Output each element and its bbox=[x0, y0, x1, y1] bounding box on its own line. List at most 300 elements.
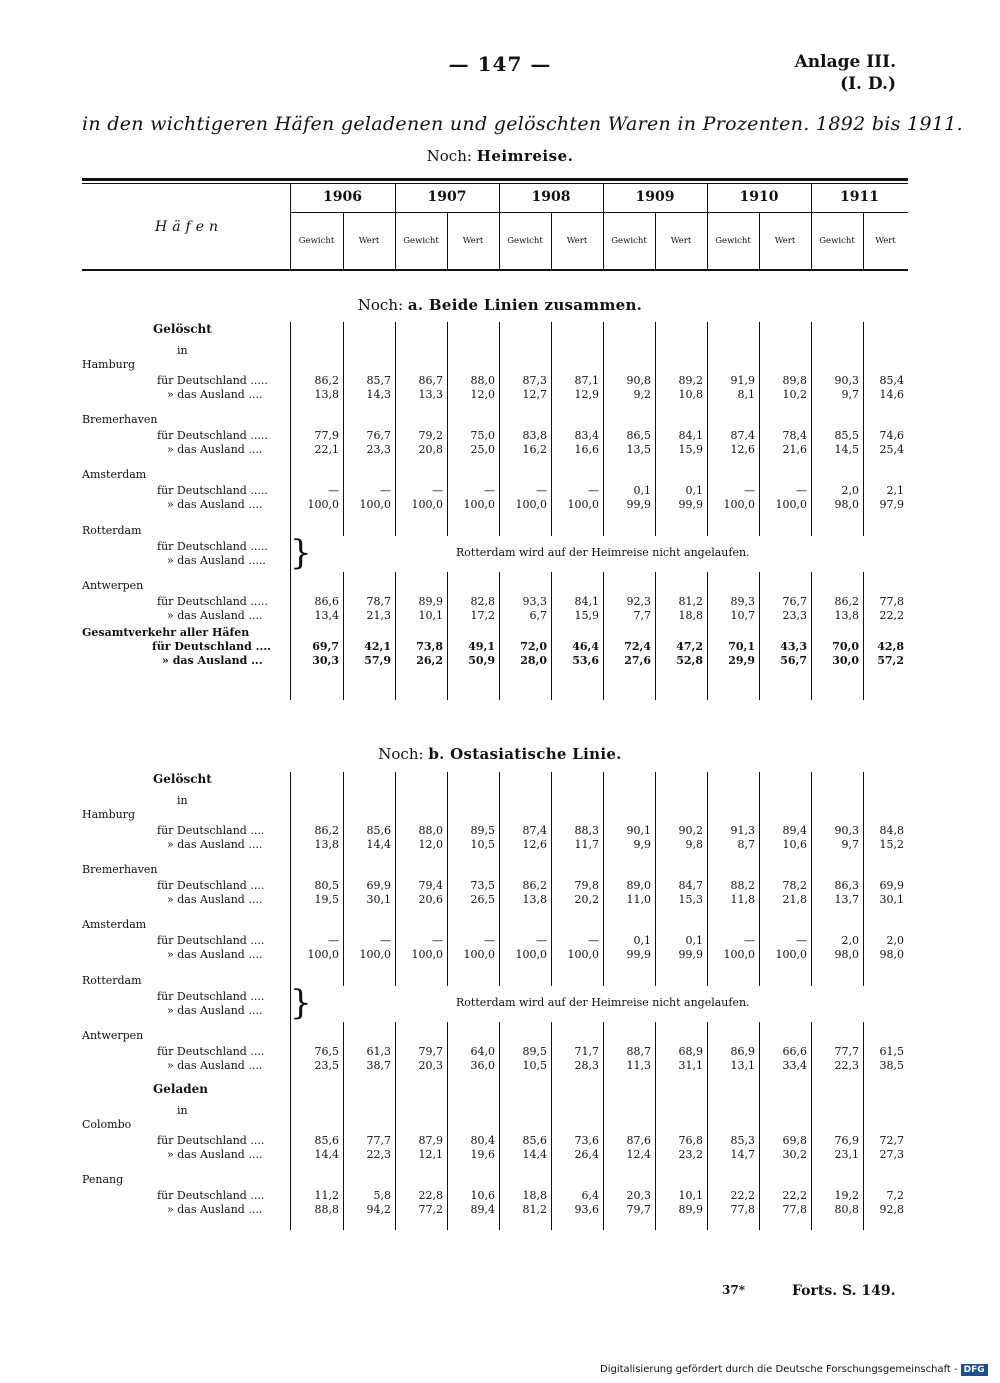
cell-ausland: 19,6 bbox=[470, 1148, 495, 1161]
value-subheader: Wert bbox=[462, 236, 484, 246]
cell-ausland: 20,3 bbox=[418, 1059, 443, 1072]
cell-deutschland: 0,1 bbox=[685, 934, 703, 947]
cell-ausland: 11,0 bbox=[626, 893, 651, 906]
cell-deutschland: 84,1 bbox=[574, 595, 599, 608]
cell-ausland: 13,8 bbox=[314, 838, 339, 851]
label-deutschland: für Deutschland ..... bbox=[157, 484, 268, 497]
cell-ausland: 23,2 bbox=[678, 1148, 703, 1161]
label-ausland: » das Ausland .... bbox=[167, 1059, 263, 1072]
cell-deutschland: 47,2 bbox=[676, 640, 703, 653]
label-ausland: » das Ausland .... bbox=[167, 948, 263, 961]
cell-deutschland: 88,2 bbox=[730, 879, 755, 892]
cell-deutschland: 90,2 bbox=[678, 824, 703, 837]
cell-deutschland: 75,0 bbox=[470, 429, 495, 442]
cell-deutschland: 90,8 bbox=[626, 374, 651, 387]
cell-deutschland: 86,2 bbox=[314, 824, 339, 837]
year-divider bbox=[499, 184, 500, 270]
cell-deutschland: 79,8 bbox=[574, 879, 599, 892]
cell-deutschland: 5,8 bbox=[373, 1189, 391, 1202]
port-name: Antwerpen bbox=[82, 1029, 144, 1042]
digitization-credit bbox=[600, 1364, 988, 1376]
weight-subheader: Gewicht bbox=[403, 236, 439, 246]
cell-ausland: 100,0 bbox=[463, 948, 495, 961]
cell-deutschland: 42,1 bbox=[364, 640, 391, 653]
cell-ausland: 9,2 bbox=[633, 388, 651, 401]
cell-ausland: 13,3 bbox=[418, 388, 443, 401]
cell-deutschland: 49,1 bbox=[468, 640, 495, 653]
cell-deutschland: 6,4 bbox=[581, 1189, 599, 1202]
cell-ausland: 98,0 bbox=[834, 948, 859, 961]
cell-deutschland: 42,8 bbox=[877, 640, 904, 653]
cell-ausland: 30,2 bbox=[782, 1148, 807, 1161]
page-number: — 147 — bbox=[448, 52, 552, 76]
cell-deutschland: 2,0 bbox=[841, 934, 859, 947]
cell-deutschland: 84,8 bbox=[879, 824, 904, 837]
port-name: Amsterdam bbox=[82, 468, 147, 481]
cell-ausland: 88,8 bbox=[314, 1203, 339, 1216]
cell-ausland: 11,7 bbox=[574, 838, 599, 851]
sub-divider bbox=[759, 212, 760, 270]
label-ausland: » das Ausland .... bbox=[167, 609, 263, 622]
cell-deutschland: 86,9 bbox=[730, 1045, 755, 1058]
cell-deutschland: 10,6 bbox=[470, 1189, 495, 1202]
cell-ausland: 25,0 bbox=[470, 443, 495, 456]
cell-ausland: 100,0 bbox=[359, 498, 391, 511]
section-b-title: b. Ostasiatische Linie. bbox=[428, 745, 622, 763]
cell-deutschland: 77,8 bbox=[879, 595, 904, 608]
cell-ausland: 12,0 bbox=[418, 838, 443, 851]
year-header: 1911 bbox=[840, 189, 879, 205]
cell-ausland: 19,5 bbox=[314, 893, 339, 906]
cell-ausland: 8,7 bbox=[737, 838, 755, 851]
cell-deutschland: 91,3 bbox=[730, 824, 755, 837]
cell-ausland: 100,0 bbox=[567, 948, 599, 961]
port-name: Gesamtverkehr aller Häfen bbox=[82, 626, 250, 639]
cell-deutschland: 90,1 bbox=[626, 824, 651, 837]
year-header: 1907 bbox=[427, 189, 467, 205]
cell-deutschland: 74,6 bbox=[879, 429, 904, 442]
port-name: Penang bbox=[82, 1173, 124, 1186]
cell-deutschland: — bbox=[328, 934, 339, 947]
cell-ausland: 100,0 bbox=[515, 948, 547, 961]
cell-ausland: 10,5 bbox=[470, 838, 495, 851]
cell-deutschland: 2,0 bbox=[886, 934, 904, 947]
cell-ausland: 12,9 bbox=[574, 388, 599, 401]
cell-ausland: 26,2 bbox=[416, 654, 443, 667]
cell-ausland: 100,0 bbox=[515, 498, 547, 511]
cell-ausland: 18,8 bbox=[678, 609, 703, 622]
label-deutschland: für Deutschland .... bbox=[157, 1189, 265, 1202]
cell-deutschland: 89,2 bbox=[678, 374, 703, 387]
cell-deutschland: — bbox=[796, 484, 807, 497]
cell-ausland: 100,0 bbox=[723, 498, 755, 511]
cell-deutschland: 76,7 bbox=[366, 429, 391, 442]
label-ausland: » das Ausland .... bbox=[167, 1148, 263, 1161]
cell-deutschland: — bbox=[796, 934, 807, 947]
cell-ausland: 20,8 bbox=[418, 443, 443, 456]
port-name: Hamburg bbox=[82, 358, 136, 371]
cell-deutschland: 84,1 bbox=[678, 429, 703, 442]
cell-deutschland: 61,5 bbox=[879, 1045, 904, 1058]
cell-deutschland: 61,3 bbox=[366, 1045, 391, 1058]
cell-ausland: 23,3 bbox=[782, 609, 807, 622]
cell-deutschland: — bbox=[484, 484, 495, 497]
cell-ausland: 20,6 bbox=[418, 893, 443, 906]
cell-ausland: 79,7 bbox=[626, 1203, 651, 1216]
cell-deutschland: 81,2 bbox=[678, 595, 703, 608]
cell-deutschland: 0,1 bbox=[633, 934, 651, 947]
cell-deutschland: 73,8 bbox=[416, 640, 443, 653]
cell-ausland: 81,2 bbox=[522, 1203, 547, 1216]
cell-deutschland: 85,4 bbox=[879, 374, 904, 387]
cell-ausland: 23,1 bbox=[834, 1148, 859, 1161]
port-name: Rotterdam bbox=[82, 524, 142, 537]
cell-deutschland: 90,3 bbox=[834, 374, 859, 387]
cell-ausland: 28,3 bbox=[574, 1059, 599, 1072]
label-deutschland: für Deutschland .... bbox=[157, 934, 265, 947]
sub-divider bbox=[343, 212, 344, 270]
cell-deutschland: — bbox=[588, 484, 599, 497]
cell-ausland: 9,8 bbox=[685, 838, 703, 851]
cell-ausland: 13,4 bbox=[314, 609, 339, 622]
value-subheader: Wert bbox=[774, 236, 796, 246]
cell-ausland: 17,2 bbox=[470, 609, 495, 622]
cell-deutschland: 18,8 bbox=[522, 1189, 547, 1202]
cell-ausland: 89,4 bbox=[470, 1203, 495, 1216]
cell-deutschland: 89,3 bbox=[730, 595, 755, 608]
cell-ausland: 99,9 bbox=[626, 498, 651, 511]
label-ausland: » das Ausland ... bbox=[162, 654, 263, 667]
label-ausland: » das Ausland .... bbox=[167, 388, 263, 401]
cell-deutschland: — bbox=[744, 934, 755, 947]
cell-ausland: 30,0 bbox=[832, 654, 859, 667]
cell-deutschland: 68,9 bbox=[678, 1045, 703, 1058]
cell-deutschland: 69,9 bbox=[879, 879, 904, 892]
cell-deutschland: 89,0 bbox=[626, 879, 651, 892]
cell-ausland: 98,0 bbox=[879, 948, 904, 961]
cell-ausland: 22,3 bbox=[834, 1059, 859, 1072]
section-a-group-in: in bbox=[177, 344, 188, 357]
label-ausland: » das Ausland .... bbox=[167, 498, 263, 511]
cell-ausland: 89,9 bbox=[678, 1203, 703, 1216]
printer-signature: 37* bbox=[722, 1283, 745, 1297]
cell-ausland: 93,6 bbox=[574, 1203, 599, 1216]
cell-ausland: 14,4 bbox=[522, 1148, 547, 1161]
cell-deutschland: 72,0 bbox=[520, 640, 547, 653]
cell-ausland: 23,3 bbox=[366, 443, 391, 456]
cell-deutschland: 89,5 bbox=[470, 824, 495, 837]
year-header: 1908 bbox=[531, 189, 571, 205]
brace-icon: } bbox=[290, 533, 312, 573]
credit-text: Digitalisierung gefördert durch die Deutsche Forschungsgemeinschaft - bbox=[600, 1364, 958, 1375]
cell-ausland: 99,9 bbox=[678, 948, 703, 961]
cell-deutschland: 79,4 bbox=[418, 879, 443, 892]
cell-ausland: 8,1 bbox=[737, 388, 755, 401]
cell-deutschland: 89,9 bbox=[418, 595, 443, 608]
cell-deutschland: — bbox=[328, 484, 339, 497]
cell-ausland: 22,1 bbox=[314, 443, 339, 456]
cell-ausland: 13,8 bbox=[834, 609, 859, 622]
cell-ausland: 27,3 bbox=[879, 1148, 904, 1161]
cell-ausland: 10,1 bbox=[418, 609, 443, 622]
cell-ausland: 15,2 bbox=[879, 838, 904, 851]
cell-ausland: 12,7 bbox=[522, 388, 547, 401]
cell-deutschland: 2,1 bbox=[886, 484, 904, 497]
section-b-prefix: Noch: bbox=[378, 745, 424, 763]
subtitle-main: Heimreise. bbox=[476, 147, 574, 165]
cell-deutschland: 85,5 bbox=[834, 429, 859, 442]
cell-deutschland: — bbox=[536, 934, 547, 947]
appendix-sublabel: (I. D.) bbox=[840, 74, 896, 94]
cell-ausland: 6,7 bbox=[529, 609, 547, 622]
cell-ausland: 13,8 bbox=[522, 893, 547, 906]
cell-ausland: 12,0 bbox=[470, 388, 495, 401]
dfg-logo: DFG bbox=[961, 1364, 988, 1376]
cell-ausland: 100,0 bbox=[359, 948, 391, 961]
year-divider bbox=[811, 184, 812, 270]
cell-deutschland: 70,1 bbox=[728, 640, 755, 653]
cell-ausland: 56,7 bbox=[780, 654, 807, 667]
cell-deutschland: 64,0 bbox=[470, 1045, 495, 1058]
cell-ausland: 9,7 bbox=[841, 388, 859, 401]
cell-ausland: 57,2 bbox=[877, 654, 904, 667]
cell-ausland: 12,6 bbox=[730, 443, 755, 456]
cell-deutschland: 87,9 bbox=[418, 1134, 443, 1147]
cell-ausland: 11,8 bbox=[730, 893, 755, 906]
cell-ausland: 57,9 bbox=[364, 654, 391, 667]
cell-ausland: 31,1 bbox=[678, 1059, 703, 1072]
page-title: in den wichtigeren Häfen geladenen und gelöschten Waren in Prozenten. 1892 bis 1911. bbox=[82, 113, 963, 135]
cell-deutschland: 88,0 bbox=[418, 824, 443, 837]
cell-ausland: 14,6 bbox=[879, 388, 904, 401]
label-deutschland: für Deutschland .... bbox=[157, 824, 265, 837]
cell-ausland: 100,0 bbox=[723, 948, 755, 961]
cell-deutschland: 7,2 bbox=[886, 1189, 904, 1202]
rotterdam-note: Rotterdam wird auf der Heimreise nicht angelaufen. bbox=[456, 546, 750, 559]
cell-ausland: 26,5 bbox=[470, 893, 495, 906]
cell-deutschland: 89,4 bbox=[782, 824, 807, 837]
cell-ausland: 21,8 bbox=[782, 893, 807, 906]
value-subheader: Wert bbox=[358, 236, 380, 246]
port-name: Bremerhaven bbox=[82, 413, 158, 426]
cell-deutschland: — bbox=[588, 934, 599, 947]
weight-subheader: Gewicht bbox=[507, 236, 543, 246]
brace-icon: } bbox=[290, 983, 312, 1023]
cell-ausland: 11,3 bbox=[626, 1059, 651, 1072]
cell-ausland: 10,8 bbox=[678, 388, 703, 401]
cell-deutschland: 43,3 bbox=[780, 640, 807, 653]
cell-deutschland: 86,2 bbox=[314, 374, 339, 387]
cell-deutschland: 77,7 bbox=[834, 1045, 859, 1058]
cell-ausland: 13,1 bbox=[730, 1059, 755, 1072]
table-head-rule bbox=[82, 269, 908, 271]
cell-ausland: 94,2 bbox=[366, 1203, 391, 1216]
appendix-label: Anlage III. bbox=[794, 52, 896, 72]
cell-ausland: 12,1 bbox=[418, 1148, 443, 1161]
cell-ausland: 13,7 bbox=[834, 893, 859, 906]
port-name: Colombo bbox=[82, 1118, 132, 1131]
weight-subheader: Gewicht bbox=[298, 236, 335, 246]
cell-ausland: 30,3 bbox=[312, 654, 339, 667]
label-ausland: » das Ausland .... bbox=[167, 443, 263, 456]
cell-deutschland: 85,6 bbox=[522, 1134, 547, 1147]
cell-ausland: 7,7 bbox=[633, 609, 651, 622]
port-name: Amsterdam bbox=[82, 918, 147, 931]
cell-ausland: 21,6 bbox=[782, 443, 807, 456]
cell-deutschland: 79,7 bbox=[418, 1045, 443, 1058]
cell-deutschland: 89,5 bbox=[522, 1045, 547, 1058]
label-deutschland: für Deutschland .... bbox=[157, 1045, 265, 1058]
ports-header: Häfen bbox=[155, 219, 224, 235]
cell-deutschland: 76,8 bbox=[678, 1134, 703, 1147]
cell-ausland: 22,3 bbox=[366, 1148, 391, 1161]
cell-deutschland: 85,7 bbox=[366, 374, 391, 387]
cell-ausland: 100,0 bbox=[307, 948, 339, 961]
cell-deutschland: 72,7 bbox=[879, 1134, 904, 1147]
cell-ausland: 22,2 bbox=[879, 609, 904, 622]
year-divider bbox=[603, 184, 604, 270]
weight-subheader: Gewicht bbox=[819, 236, 855, 246]
cell-deutschland: 84,7 bbox=[678, 879, 703, 892]
cell-ausland: 77,2 bbox=[418, 1203, 443, 1216]
cell-deutschland: 86,2 bbox=[522, 879, 547, 892]
cell-ausland: 77,8 bbox=[782, 1203, 807, 1216]
cell-ausland: 9,9 bbox=[633, 838, 651, 851]
cell-ausland: 30,1 bbox=[879, 893, 904, 906]
cell-ausland: 25,4 bbox=[879, 443, 904, 456]
section-a-prefix: Noch: bbox=[357, 296, 404, 314]
port-name: Antwerpen bbox=[82, 579, 144, 592]
label-deutschland: für Deutschland .... bbox=[157, 879, 265, 892]
section-b-group1-in: in bbox=[177, 794, 188, 807]
cell-ausland: 99,9 bbox=[678, 498, 703, 511]
value-subheader: Wert bbox=[566, 236, 588, 246]
port-name: Bremerhaven bbox=[82, 863, 158, 876]
cell-ausland: 10,5 bbox=[522, 1059, 547, 1072]
cell-ausland: 14,5 bbox=[834, 443, 859, 456]
label-deutschland: für Deutschland ..... bbox=[157, 595, 268, 608]
cell-deutschland: — bbox=[380, 934, 391, 947]
cell-ausland: 98,0 bbox=[834, 498, 859, 511]
cell-deutschland: 91,9 bbox=[730, 374, 755, 387]
cell-deutschland: 82,8 bbox=[470, 595, 495, 608]
cell-ausland: 13,5 bbox=[626, 443, 651, 456]
cell-deutschland: 86,2 bbox=[834, 595, 859, 608]
cell-deutschland: 69,8 bbox=[782, 1134, 807, 1147]
cell-ausland: 100,0 bbox=[411, 948, 443, 961]
cell-ausland: 30,1 bbox=[366, 893, 391, 906]
cell-ausland: 28,0 bbox=[520, 654, 547, 667]
cell-ausland: 100,0 bbox=[463, 498, 495, 511]
cell-ausland: 10,6 bbox=[782, 838, 807, 851]
label-ausland: » das Ausland ..... bbox=[167, 554, 266, 567]
cell-ausland: 16,2 bbox=[522, 443, 547, 456]
cell-deutschland: 93,3 bbox=[522, 595, 547, 608]
cell-deutschland: 87,4 bbox=[730, 429, 755, 442]
cell-deutschland: 2,0 bbox=[841, 484, 859, 497]
cell-ausland: 10,2 bbox=[782, 388, 807, 401]
cell-ausland: 38,7 bbox=[366, 1059, 391, 1072]
weight-subheader: Gewicht bbox=[611, 236, 647, 246]
year-subheader-rule bbox=[290, 212, 908, 213]
cell-ausland: 21,3 bbox=[366, 609, 391, 622]
cell-ausland: 53,6 bbox=[572, 654, 599, 667]
cell-deutschland: — bbox=[432, 934, 443, 947]
cell-ausland: 14,4 bbox=[366, 838, 391, 851]
label-deutschland: für Deutschland .... bbox=[157, 1134, 265, 1147]
cell-deutschland: 80,5 bbox=[314, 879, 339, 892]
cell-deutschland: 85,3 bbox=[730, 1134, 755, 1147]
cell-deutschland: 85,6 bbox=[366, 824, 391, 837]
cell-deutschland: 85,6 bbox=[314, 1134, 339, 1147]
cell-deutschland: 79,2 bbox=[418, 429, 443, 442]
cell-ausland: 80,8 bbox=[834, 1203, 859, 1216]
cell-ausland: 100,0 bbox=[307, 498, 339, 511]
cell-deutschland: 71,7 bbox=[574, 1045, 599, 1058]
cell-deutschland: 22,2 bbox=[730, 1189, 755, 1202]
cell-deutschland: 0,1 bbox=[633, 484, 651, 497]
cell-ausland: 92,8 bbox=[879, 1203, 904, 1216]
year-header: 1909 bbox=[635, 189, 675, 205]
year-divider bbox=[395, 184, 396, 270]
cell-deutschland: 86,6 bbox=[314, 595, 339, 608]
cell-deutschland: 73,5 bbox=[470, 879, 495, 892]
cell-ausland: 14,7 bbox=[730, 1148, 755, 1161]
section-b-heading bbox=[0, 745, 1000, 763]
cell-ausland: 15,3 bbox=[678, 893, 703, 906]
cell-deutschland: — bbox=[484, 934, 495, 947]
cell-deutschland: 87,6 bbox=[626, 1134, 651, 1147]
sub-divider bbox=[863, 212, 864, 270]
cell-deutschland: 20,3 bbox=[626, 1189, 651, 1202]
cell-deutschland: 88,3 bbox=[574, 824, 599, 837]
label-deutschland: für Deutschland .... bbox=[152, 640, 272, 653]
cell-ausland: 99,9 bbox=[626, 948, 651, 961]
cell-ausland: 33,4 bbox=[782, 1059, 807, 1072]
cell-deutschland: 88,7 bbox=[626, 1045, 651, 1058]
cell-ausland: 100,0 bbox=[775, 498, 807, 511]
cell-deutschland: — bbox=[744, 484, 755, 497]
cell-deutschland: 76,5 bbox=[314, 1045, 339, 1058]
cell-deutschland: 87,1 bbox=[574, 374, 599, 387]
cell-deutschland: 76,7 bbox=[782, 595, 807, 608]
cell-deutschland: 66,6 bbox=[782, 1045, 807, 1058]
section-b-group1-label: Gelöscht bbox=[153, 772, 212, 786]
cell-ausland: 26,4 bbox=[574, 1148, 599, 1161]
cell-deutschland: 22,8 bbox=[418, 1189, 443, 1202]
weight-subheader: Gewicht bbox=[715, 236, 751, 246]
sub-divider bbox=[551, 212, 552, 270]
cell-deutschland: 92,3 bbox=[626, 595, 651, 608]
label-ausland: » das Ausland .... bbox=[167, 838, 263, 851]
cell-deutschland: 19,2 bbox=[834, 1189, 859, 1202]
cell-deutschland: 90,3 bbox=[834, 824, 859, 837]
label-ausland: » das Ausland .... bbox=[167, 1203, 263, 1216]
cell-ausland: 14,3 bbox=[366, 388, 391, 401]
cell-deutschland: 88,0 bbox=[470, 374, 495, 387]
subtitle-prefix: Noch: bbox=[426, 147, 472, 165]
cell-deutschland: 69,7 bbox=[312, 640, 339, 653]
port-name: Rotterdam bbox=[82, 974, 142, 987]
cell-ausland: 20,2 bbox=[574, 893, 599, 906]
cell-ausland: 27,6 bbox=[624, 654, 651, 667]
cell-deutschland: 0,1 bbox=[685, 484, 703, 497]
sub-divider bbox=[655, 212, 656, 270]
cell-deutschland: 86,5 bbox=[626, 429, 651, 442]
rotterdam-note: Rotterdam wird auf der Heimreise nicht angelaufen. bbox=[456, 996, 750, 1009]
label-ausland: » das Ausland .... bbox=[167, 893, 263, 906]
cell-ausland: 29,9 bbox=[728, 654, 755, 667]
